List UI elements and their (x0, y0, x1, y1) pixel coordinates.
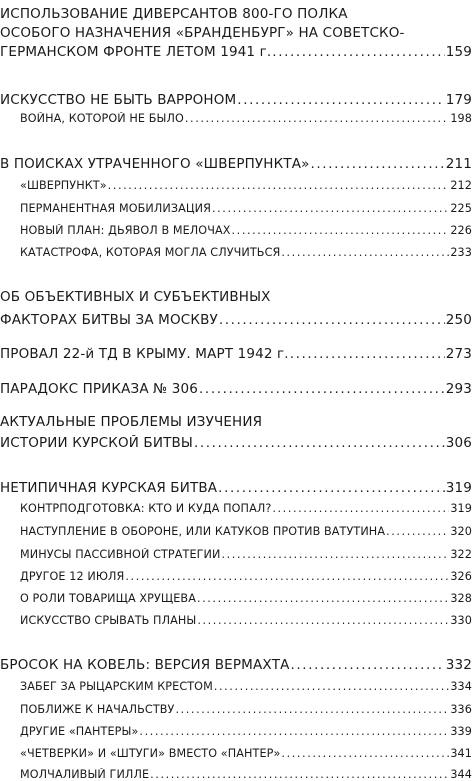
toc-entry-page: 179 (445, 92, 472, 108)
toc-entry-title: БРОСОК НА КОВЕЛЬ: ВЕРСИЯ ВЕРМАХТА (0, 657, 290, 673)
toc-entry-page: 198 (450, 112, 472, 125)
toc-entry-title: ДРУГОЕ 12 ИЮЛЯ (20, 570, 125, 583)
toc-subentry (20, 592, 472, 605)
toc-entry (0, 657, 472, 673)
dot-leader (272, 502, 449, 515)
toc-entry-title: ОСОБОГО НАЗНАЧЕНИЯ «БРАНДЕНБУРГ» НА СОВЕТСКО- (0, 25, 405, 41)
toc-entry-title: НАСТУПЛЕНИЕ В ОБОРОНЕ, ИЛИ КАТУКОВ ПРОТИВ ВАТУТИНА (20, 525, 386, 538)
toc-entry-title: ИСТОРИИ КУРСКОЙ БИТВЫ (0, 435, 193, 451)
toc-subentry (20, 614, 472, 627)
dot-leader (291, 657, 445, 673)
toc-entry-title: «ЧЕТВЕРКИ» И «ШТУГИ» ВМЕСТО «ПАНТЕР» (20, 747, 281, 760)
toc-entry-page: 233 (450, 246, 472, 259)
toc-subentry (20, 179, 472, 192)
dot-leader (221, 548, 449, 561)
dot-leader (237, 92, 444, 108)
toc-entry (0, 44, 472, 60)
toc-entry-title: АКТУАЛЬНЫЕ ПРОБЛЕМЫ ИЗУЧЕНИЯ (0, 414, 263, 430)
toc-entry-title: МОЛЧАЛИВЫЙ ГИЛЛЕ (20, 768, 150, 781)
toc-subentry (20, 703, 472, 716)
toc-entry-title: ПАРАДОКС ПРИКАЗА № 306 (0, 381, 199, 397)
toc-entry-page: 339 (450, 725, 472, 738)
toc-subentry (20, 246, 472, 259)
dot-leader (218, 480, 445, 496)
toc-subentry (20, 548, 472, 561)
toc-entry-title: О РОЛИ ТОВАРИЩА ХРУЩЕВА (20, 592, 196, 605)
toc-entry-page: 330 (450, 614, 472, 627)
toc-line (0, 25, 472, 41)
toc-entry (0, 381, 472, 397)
toc-entry-title: НОВЫЙ ПЛАН: ДЬЯВОЛ В МЕЛОЧАХ (20, 224, 231, 237)
toc-entry-title: ИСКУССТВО СРЫВАТЬ ПЛАНЫ (20, 614, 197, 627)
toc-entry-page: 319 (445, 480, 472, 496)
toc-entry (0, 435, 472, 451)
toc-entry-page: 225 (450, 202, 472, 215)
toc-entry-page: 336 (450, 703, 472, 716)
toc-subentry (20, 224, 472, 237)
dot-leader (232, 224, 450, 237)
toc-entry-title: ПОБЛИЖЕ К НАЧАЛЬСТВУ (20, 703, 175, 716)
dot-leader (281, 246, 449, 259)
toc-entry (0, 346, 472, 362)
toc-entry-title: В ПОИСКАХ УТРАЧЕННОГО «ШВЕРПУНКТА» (0, 156, 310, 172)
toc-entry-page: 159 (445, 44, 472, 60)
toc-entry-page: 293 (445, 381, 472, 397)
toc-entry (0, 312, 472, 328)
dot-leader (290, 346, 445, 362)
toc-entry-title: ДРУГИЕ «ПАНТЕРЫ» (20, 725, 139, 738)
toc-entry-page: 332 (445, 657, 472, 673)
toc-entry-page: 250 (445, 312, 472, 328)
toc-entry (0, 480, 472, 496)
toc-subentry (20, 502, 472, 515)
toc-entry-page: 319 (450, 502, 472, 515)
toc-subentry (20, 570, 472, 583)
toc-line (0, 414, 472, 430)
toc-line (0, 6, 472, 22)
toc-entry-page: 341 (450, 747, 472, 760)
dot-leader (311, 156, 445, 172)
dot-leader (386, 525, 449, 538)
toc-entry-title: ГЕРМАНСКОМ ФРОНТЕ ЛЕТОМ 1941 г. (0, 44, 272, 60)
toc-entry-title: КАТАСТРОФА, КОТОРАЯ МОГЛА СЛУЧИТЬСЯ (20, 246, 281, 259)
toc-entry-page: 273 (445, 346, 472, 362)
dot-leader (212, 202, 449, 215)
toc-entry-page: 212 (450, 179, 472, 192)
toc-entry (0, 92, 472, 108)
dot-leader (185, 112, 449, 125)
dot-leader (150, 768, 449, 781)
toc-entry-title: ФАКТОРАХ БИТВЫ ЗА МОСКВУ (0, 312, 218, 328)
dot-leader (175, 703, 449, 716)
dot-leader (194, 435, 445, 451)
toc-subentry (20, 112, 472, 125)
toc-entry-title: ПРОВАЛ 22-й ТД В КРЫМУ. МАРТ 1942 г. (0, 346, 289, 362)
toc-subentry (20, 680, 472, 693)
toc-subentry (20, 202, 472, 215)
toc-entry-page: 322 (450, 548, 472, 561)
toc-entry (0, 156, 472, 172)
dot-leader (199, 381, 445, 397)
dot-leader (214, 680, 450, 693)
dot-leader (139, 725, 449, 738)
toc-entry-page: 334 (450, 680, 472, 693)
dot-leader (219, 312, 445, 328)
toc-entry-title: ОБ ОБЪЕКТИВНЫХ И СУБЪЕКТИВНЫХ (0, 289, 271, 305)
toc-entry-page: 326 (450, 570, 472, 583)
dot-leader (108, 179, 450, 192)
toc-entry-page: 306 (445, 435, 472, 451)
dot-leader (197, 614, 449, 627)
toc-entry-page: 328 (450, 592, 472, 605)
toc-entry-title: КОНТРПОДГОТОВКА: КТО И КУДА ПОПАЛ? (20, 502, 272, 515)
toc-subentry (20, 747, 472, 760)
toc-entry-title: ПЕРМАНЕНТНАЯ МОБИЛИЗАЦИЯ (20, 202, 211, 215)
toc-entry-title: ЗАБЕГ ЗА РЫЦАРСКИМ КРЕСТОМ (20, 680, 213, 693)
dot-leader (281, 747, 449, 760)
toc-entry-page: 211 (445, 156, 472, 172)
toc-subentry (20, 725, 472, 738)
toc-entry-page: 320 (450, 525, 472, 538)
toc-entry-title: ВОЙНА, КОТОРОЙ НЕ БЫЛО (20, 112, 184, 125)
dot-leader (197, 592, 449, 605)
toc-entry-title: ИСКУССТВО НЕ БЫТЬ ВАРРОНОМ (0, 92, 237, 108)
toc-entry-title: МИНУСЫ ПАССИВНОЙ СТРАТЕГИИ (20, 548, 221, 561)
toc-subentry (20, 525, 472, 538)
toc-entry-title: ИСПОЛЬЗОВАНИЕ ДИВЕРСАНТОВ 800-ГО ПОЛКА (0, 6, 348, 22)
toc-entry-page: 226 (450, 224, 472, 237)
dot-leader (125, 570, 449, 583)
toc-line (0, 289, 472, 305)
toc-entry-title: «ШВЕРПУНКТ» (20, 179, 107, 192)
toc-entry-page: 344 (450, 768, 472, 781)
dot-leader (272, 44, 444, 60)
toc-entry-title: НЕТИПИЧНАЯ КУРСКАЯ БИТВА (0, 480, 218, 496)
toc-subentry (20, 768, 472, 781)
